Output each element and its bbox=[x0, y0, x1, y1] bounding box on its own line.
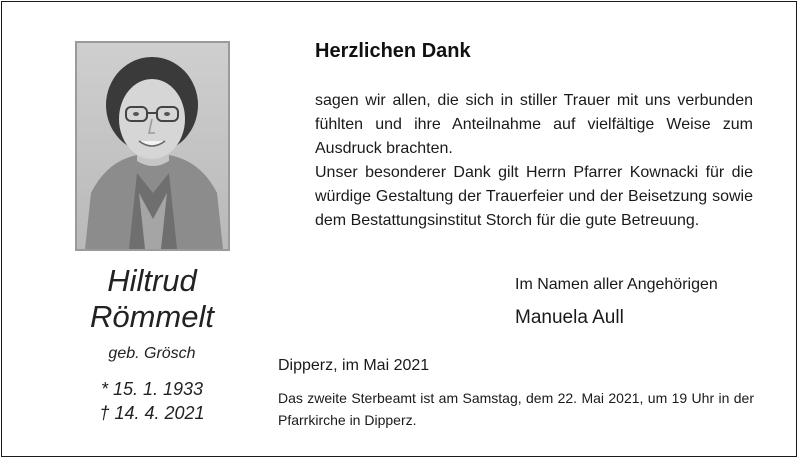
message-paragraph-2: Unser besonderer Dank gilt Herrn Pfarrer Kownacki für die würdige Gestaltung der Trauerfeier und der Beisetzung sowie dem Bestattungsinstitut Storch für die gute Betreuung. bbox=[315, 164, 753, 229]
obituary-card bbox=[1, 1, 797, 457]
portrait-image bbox=[77, 43, 228, 249]
message-heading: Herzlichen Dank bbox=[315, 40, 471, 62]
memorial-notice: Das zweite Sterbeamt ist am Samstag, dem 22. Mai 2021, um 19 Uhr in der Pfarrkirche in Dipperz. bbox=[278, 390, 754, 428]
place-date: Dipperz, im Mai 2021 bbox=[278, 357, 430, 374]
portrait-photo bbox=[75, 41, 230, 251]
message-paragraph-1: sagen wir allen, die sich in stiller Trauer mit uns verbunden fühlten und ihre Anteilnahme auf vielfältige Weise zum Ausdruck brachten. bbox=[315, 92, 753, 157]
deceased-last-name: Römmelt bbox=[89, 299, 214, 334]
death-date: † 14. 4. 2021 bbox=[99, 403, 205, 423]
birth-date: * 15. 1. 1933 bbox=[100, 379, 204, 399]
maiden-name: geb. Grösch bbox=[108, 345, 196, 362]
deceased-first-name: Hiltrud bbox=[107, 263, 197, 298]
signature-line: Im Namen aller Angehörigen bbox=[515, 276, 718, 293]
signature-name: Manuela Aull bbox=[515, 307, 624, 328]
